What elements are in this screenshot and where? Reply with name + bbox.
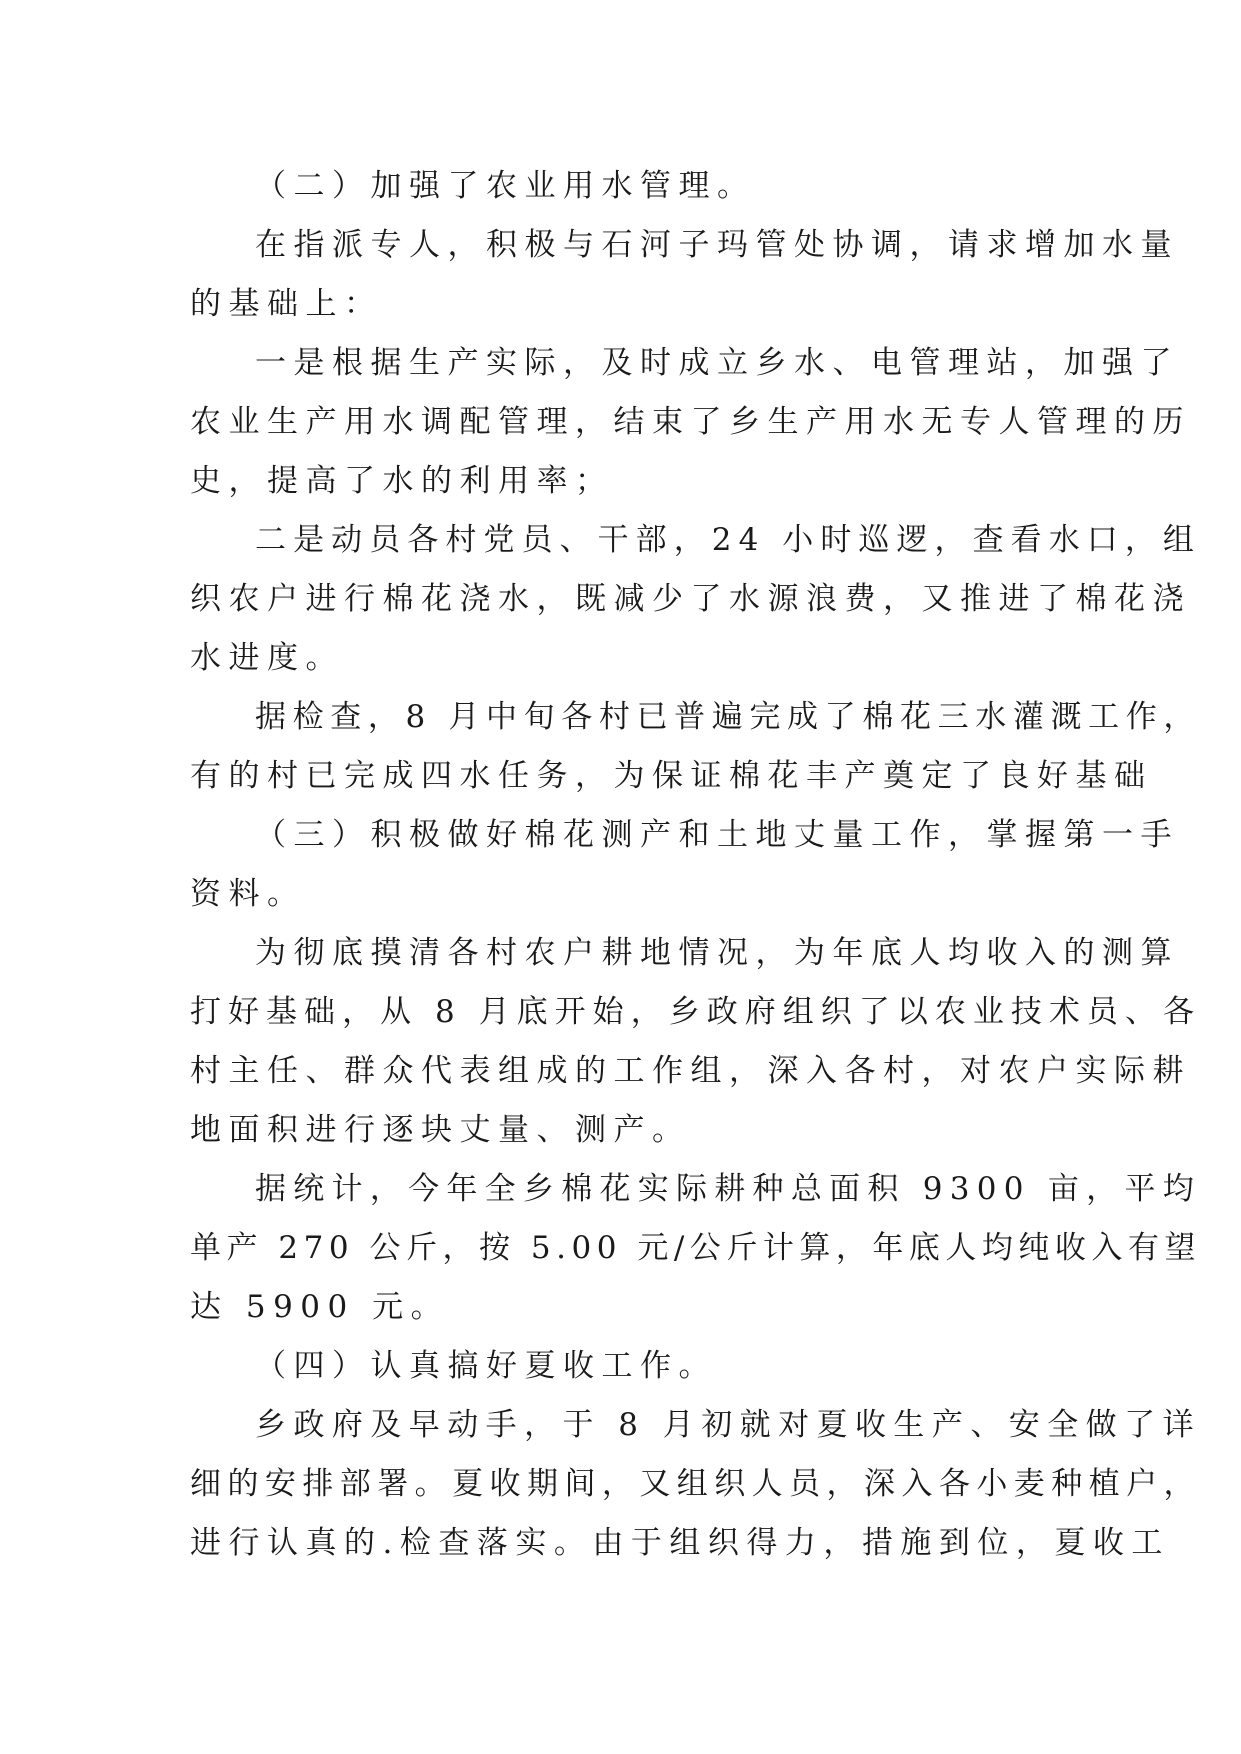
paragraph-line: 为彻底摸清各村农户耕地情况，为年底人均收入的测算 [255,935,1179,971]
paragraph-line: 达 5900 元。 [190,1289,450,1325]
paragraph-line: 进行认真的.检查落实。由于组织得力，措施到位，夏收工 [190,1525,1170,1561]
paragraph-line: 据检查，8 月中旬各村已普遍完成了棉花三水灌溉工作， [255,699,1201,735]
paragraph-line: 乡政府及早动手，于 8 月初就对夏收生产、安全做了详 [255,1407,1201,1443]
section-heading-3: （三）积极做好棉花测产和土地丈量工作，掌握第一手 [255,817,1179,853]
paragraph-line: 一是根据生产实际，及时成立乡水、电管理站，加强了 [255,345,1179,381]
paragraph-line: 的基础上： [190,286,383,322]
section-heading-4: （四）认真搞好夏收工作。 [255,1348,717,1384]
paragraph-line: 织农户进行棉花浇水，既减少了水源浪费，又推进了棉花浇 [190,581,1191,617]
paragraph-line: 二是动员各村党员、干部，24 小时巡逻，查看水口，组 [255,522,1201,558]
paragraph-line: 细的安排部署。夏收期间，又组织人员，深入各小麦种植户， [190,1466,1201,1502]
paragraph-line: 水进度。 [190,640,344,676]
paragraph-line: 农业生产用水调配管理，结束了乡生产用水无专人管理的历 [190,404,1191,440]
paragraph-line: 单产 270 公斤，按 5.00 元/公斤计算，年底人均纯收入有望 [190,1230,1201,1266]
paragraph-line: 打好基础，从 8 月底开始，乡政府组织了以农业技术员、各 [190,994,1201,1030]
paragraph-line: 地面积进行逐块丈量、测产。 [190,1112,691,1148]
paragraph-line: 有的村已完成四水任务，为保证棉花丰产奠定了良好基础 [190,758,1153,794]
section-heading-2: （二）加强了农业用水管理。 [255,168,756,204]
paragraph-line: 据统计，今年全乡棉花实际耕种总面积 9300 亩，平均 [255,1171,1201,1207]
paragraph-line: 资料。 [190,876,306,912]
paragraph-line: 村主任、群众代表组成的工作组，深入各村，对农户实际耕 [190,1053,1191,1089]
paragraph-line: 史，提高了水的利用率； [190,463,614,499]
paragraph-line: 在指派专人，积极与石河子玛管处协调，请求增加水量 [255,227,1179,263]
